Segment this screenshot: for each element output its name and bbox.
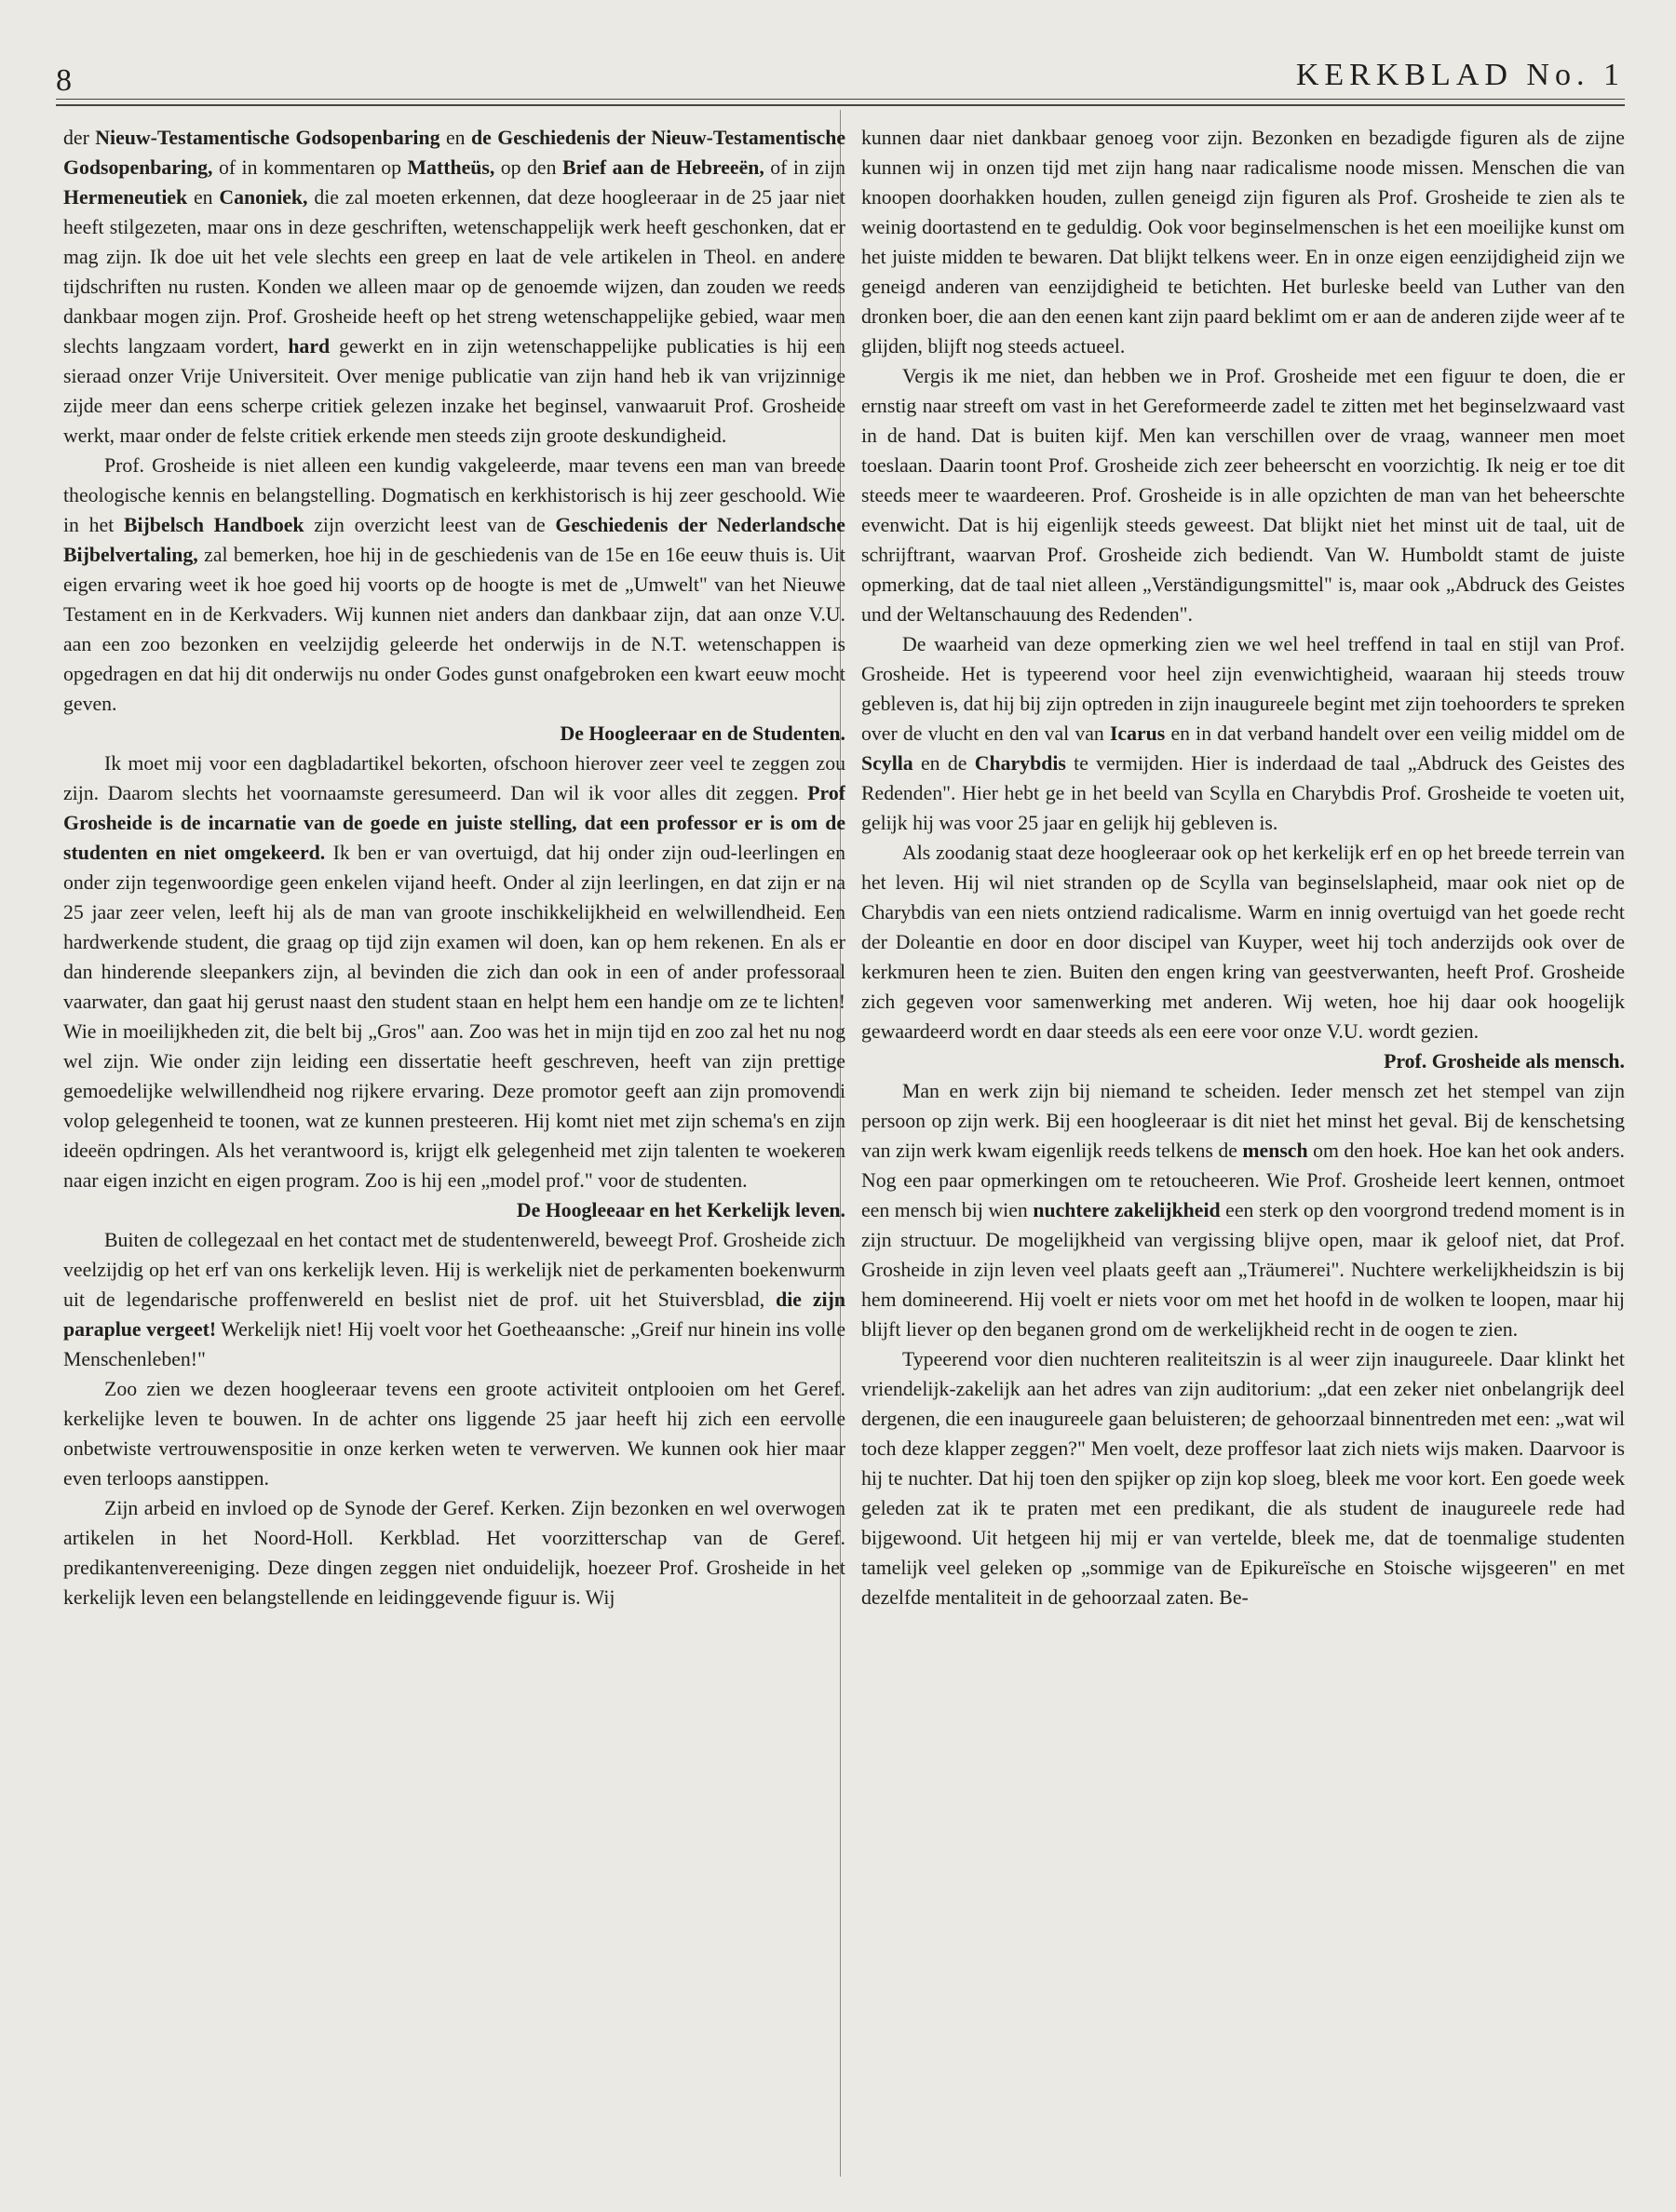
paragraph: Zijn arbeid en invloed op de Synode der Geref. Kerken. Zijn bezonken en wel overwogen artikelen in het Noord-Holl. Kerkblad. Het voorzitterschap van de Geref. predikantenvereeniging. Deze dingen zeggen niet onduidelijk, hoezeer Prof. Grosheide in het kerkelijk leven een belangstellende en leidinggevende figuur is. Wij — [63, 1497, 845, 1609]
paragraph: Ik moet mij voor een dagbladartikel bekorten, ofschoon hierover zeer veel te zeggen zou zijn. Daarom slechts het voornaamste geresumeerd. Dan wil ik voor alles dit zeggen. Prof Grosheide is de incarnatie van de goede en juiste stelling, dat een professor er is om de studenten en niet omgekeerd. Ik ben er van overtuigd, dat hij onder zijn oud-leerlingen en onder zijn tegenwoordige geen enkelen vijand heeft. Onder al zijn leerlingen, en dat zijn er na 25 jaar zeer velen, leeft hij als de man van groote inschikkelijkheid en welwillendheid. Een hardwerkende student, die graag op tijd zijn examen wil doen, kan op hem rekenen. En als er dan hinderende sleepankers zijn, al bevinden die zich dan ook in een of ander professoraal vaarwater, dan gaat hij gerust naast den student staan en helpt hem een handje om ze te lichten! Wie in moeilijkheden zit, die belt bij „Gros" aan. Zoo was het in mijn tijd en zoo zal het nu nog wel zijn. Wie onder zijn leiding een dissertatie heeft geschreven, heeft van zijn prettige gemoedelijke welwillendheid nog rijkere ervaring. Deze promotor geeft aan zijn promovendi volop gelegenheid te toonen, wat ze kunnen presteeren. Hij komt niet met zijn schema's en zijn ideeën opdringen. Als het verantwoord is, krijgt elk gelegenheid met zijn talenten te woekeren naar eigen inzicht en eigen program. Zoo is hij een „model prof." voor de studenten. — [63, 752, 845, 1192]
section-heading: De Hoogleeaar en het Kerkelijk leven. — [516, 1199, 845, 1221]
paragraph: Buiten de collegezaal en het contact met de studentenwereld, beweegt Prof. Grosheide zich veelzijdig op het erf van ons kerkelijk leven. Hij is werkelijk niet de perkamenten boekenwurm uit de legendarische proffenwereld en beslist niet de prof. uit het Stuiversblad, die zijn paraplue vergeet! Werkelijk niet! Hij voelt voor het Goetheaansche: „Greif nur hinein ins volle Menschenleben!" — [63, 1229, 845, 1370]
left-column — [63, 123, 845, 2190]
paragraph: kunnen daar niet dankbaar genoeg voor zijn. Bezonken en bezadigde figuren als de zijne kunnen wij in onzen tijd met zijn hang naar radicalisme noode missen. Menschen die van knoopen doorhakken houden, zullen geneigd zijn figuren als Prof. Grosheide te zien als te weinig doortastend en te geduldig. Ook voor beginselmenschen is het een moeilijke kunst om het juiste midden te bewaren. Dat blijkt telkens weer. En in onze eigen eenzijdigheid zijn we geneigd anderen van eenzijdigheid te betichten. Het burleske beeld van Luther van den dronken boer, die aan den eenen kant zijn paard beklimt om er aan de anderen zijde weer af te glijden, blijft nog steeds actueel. — [861, 127, 1625, 357]
page-header — [56, 58, 1625, 104]
header-rule — [56, 99, 1625, 106]
right-column — [861, 123, 1625, 2190]
page-number: 8 — [56, 63, 72, 98]
paragraph: Man en werk zijn bij niemand te scheiden. Ieder mensch zet het stempel van zijn persoon op zijn werk. Bij een hoogleeraar is dit niet het minst het geval. Bij de kenschetsing van zijn werk kwam eigenlijk reeds telkens de mensch om den hoek. Hoe kan het ook anders. Nog een paar opmerkingen om te retoucheeren. Wie Prof. Grosheide leert kennen, ontmoet een mensch bij wien nuchtere zakelijkheid een sterk op den voorgrond tredend moment is in zijn structuur. De mogelijkheid van vergissing blijve open, maar ik geloof niet, dat Prof. Grosheide in zijn leven veel plaats geeft aan „Träumerei". Nuchtere werkelijkheidszin is bij hem domineerend. Hij voelt er niets voor om met het hoofd in de wolken te loopen, maar hij blijft liever op den beganen grond om de werkelijkheid recht in de oogen te zien. — [861, 1080, 1625, 1341]
paragraph: Prof. Grosheide is niet alleen een kundig vakgeleerde, maar tevens een man van breede theologische kennis en belangstelling. Dogmatisch en kerkhistorisch is hij zeer geschoold. Wie in het Bijbelsch Handboek zijn overzicht leest van de Geschiedenis der Nederlandsche Bijbelvertaling, zal bemerken, hoe hij in de geschiedenis van de 15e en 16e eeuw thuis is. Uit eigen ervaring weet ik hoe goed hij voorts op de hoogte is met de „Umwelt" van het Nieuwe Testament en in de Kerkvaders. Wij kunnen niet anders dan dankbaar zijn, dat aan onze V.U. aan een zoo bezonken en veelzijdig geleerde het onderwijs in de N.T. wetenschappen is opgedragen en dat hij dit onderwijs nu onder Godes gunst onafgebroken een kwart eeuw mocht geven. — [63, 454, 845, 715]
paragraph: Als zoodanig staat deze hoogleeraar ook op het kerkelijk erf en op het breede terrein van het leven. Hij wil niet stranden op de Scylla van beginselslapheid, maar ook niet op de Charybdis van een niets ontziend radicalisme. Warm en innig overtuigd van het goede recht der Doleantie en door en door discipel van Kuyper, weet hij toch anderzijds ook over de kerkmuren heen te zien. Buiten den engen kring van geestverwanten, heeft Prof. Grosheide zich gegeven voor samenwerking met anderen. Wij weten, hoe hij daar ook hoogelijk gewaardeerd wordt en daar steeds als een eere voor onze V.U. wordt gezien. — [861, 842, 1625, 1043]
section-heading: De Hoogleeraar en de Studenten. — [560, 722, 845, 745]
running-head: KERKBLAD No. 1 — [1295, 58, 1625, 92]
paragraph: Zoo zien we dezen hoogleeraar tevens een groote activiteit ontplooien om het Geref. kerkelijke leven te bouwen. In de achter ons liggende 25 jaar heeft hij zich een eervolle onbetwiste vertrouwenspositie in onze kerken weten te verwerven. We kunnen ook hier maar even terloops aanstippen. — [63, 1378, 845, 1490]
paragraph: der Nieuw-Testamentische Godsopenbaring en de Geschiedenis der Nieuw-Testamentische Godsopenbaring, of in kommentaren op Mattheüs, op den Brief aan de Hebreeën, of in zijn Hermeneutiek en Canoniek, die zal moeten erkennen, dat deze hoogleeraar in de 25 jaar niet heeft stilgezeten, maar ons in deze geschriften, wetenschappelijk werk heeft geschonken, dat er mag zijn. Ik doe uit het vele slechts een greep en laat de vele artikelen in Theol. en andere tijdschriften nu rusten. Konden we alleen maar op de genoemde wijzen, dan zouden we reeds dankbaar mogen zijn. Prof. Grosheide heeft op het streng wetenschappelijke gebied, waar men slechts langzaam vordert, hard gewerkt en in zijn wetenschappelijke publicaties is hij een sieraad onzer Vrije Universiteit. Over menige publicatie van zijn hand heb ik van vrijzinnige zijde meer dan eens scherpe critiek gelezen inzake het beginsel, vanwaaruit Prof. Grosheide werkt, maar onder de felste critiek erkende men steeds zijn groote deskundigheid. — [63, 127, 845, 447]
paragraph: Vergis ik me niet, dan hebben we in Prof. Grosheide met een figuur te doen, die er ernstig naar streeft om vast in het Gereformeerde zadel te zitten met het beginselzwaard vast in de hand. Dat is buiten kijf. Men kan verschillen over de vraag, wanneer men moet toeslaan. Daarin toont Prof. Grosheide zich zeer beheerscht en voorzichtig. Ik neig er toe dit steeds meer te waardeeren. Prof. Grosheide is in alle opzichten de man van het beheerschte evenwicht. Dat is hij eigenlijk steeds geweest. Dat blijkt niet het minst uit de taal, uit de schrijftrant, waarvan Prof. Grosheide zich bediendt. Van W. Humboldt stamt de juiste opmerking, dat de taal niet alleen „Verständigungsmittel" is, maar ook „Abdruck des Geistes und der Weltanschauung des Redenden". — [861, 365, 1625, 626]
paragraph: Typeerend voor dien nuchteren realiteitszin is al weer zijn inaugureele. Daar klinkt het vriendelijk-zakelijk aan het adres van zijn auditorium: „dat een zeker niet onbelangrijk deel dergenen, die een inaugureele gaan beluisteren; de gehoorzaal binnentreden met een: „wat wil toch deze klapper zeggen?" Men voelt, deze proffesor laat zich niets wijs maken. Daarvoor is hij te nuchter. Dat hij toen den spijker op zijn kop sloeg, bleek me voor kort. Een goede week geleden zat ik te praten met een predikant, die als student de inaugureele rede had bijgewoond. Uit hetgeen hij mij er van vertelde, bleek me, dat de toenmalige studenten tamelijk veel geleken op „sommige van de Epikureïsche en Stoische wijsgeeren" en met dezelfde mentaliteit in de gehoorzaal zaten. Be- — [861, 1348, 1625, 1609]
section-heading: Prof. Grosheide als mensch. — [1384, 1050, 1625, 1072]
paragraph: De waarheid van deze opmerking zien we wel heel treffend in taal en stijl van Prof. Grosheide. Het is typeerend voor heel zijn evenwichtigheid, waaraan hij steeds trouw gebleven is, dat hij bij zijn optreden in zijn inaugureele begint met zijn toehoorders te spreken over de vlucht en den val van Icarus en in dat verband handelt over een veilig middel om de Scylla en de Charybdis te vermijden. Hier is inderdaad de taal „Abdruck des Geistes des Redenden". Hier hebt ge in het beeld van Scylla en Charybdis Prof. Grosheide te voeten uit, gelijk hij was voor 25 jaar en gelijk hij gebleven is. — [861, 633, 1625, 834]
